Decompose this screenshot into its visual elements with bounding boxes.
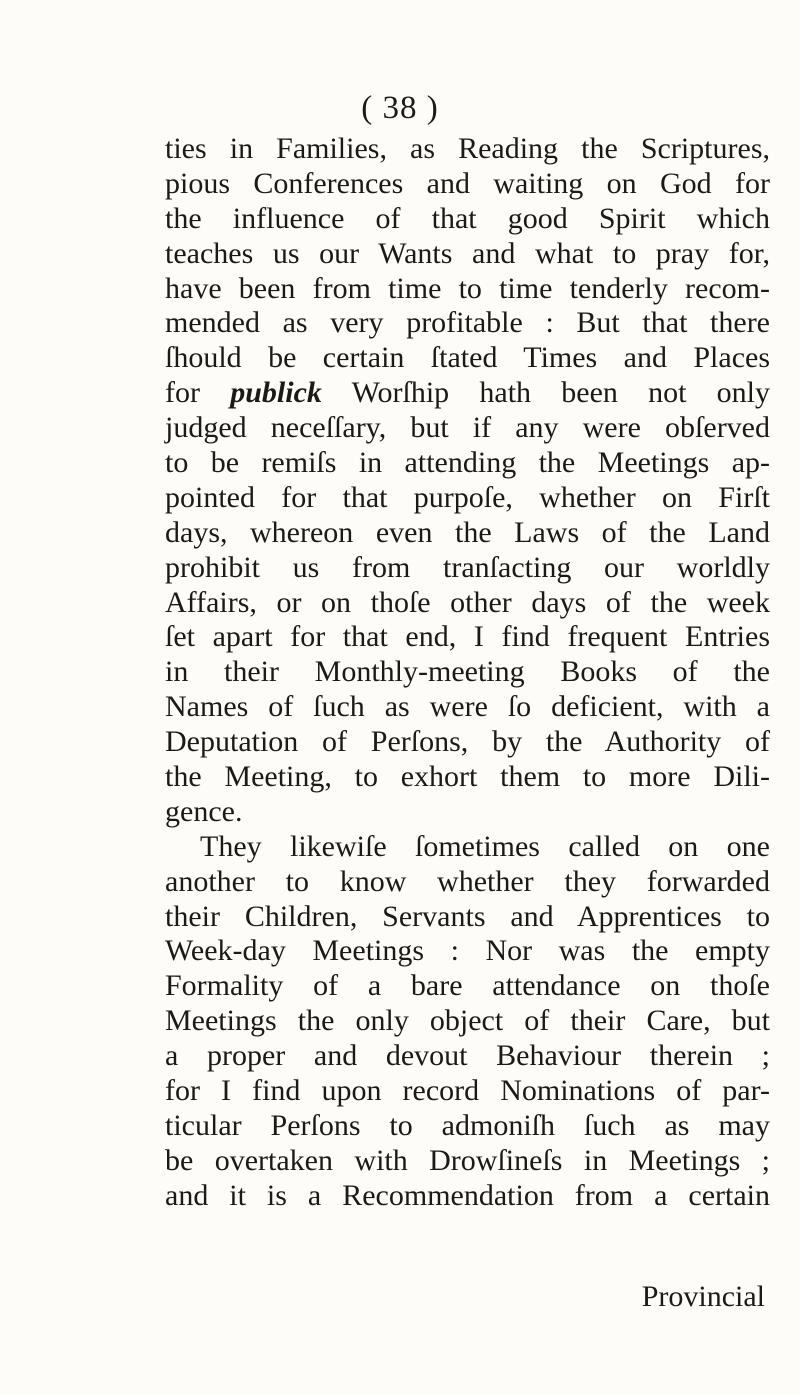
text-line: Week-day Meetings : Nor was the empty xyxy=(165,934,770,968)
text-line: be overtaken with Drowſineſs in Meetings ; xyxy=(165,1143,770,1177)
text-line: pious Conferences and waiting on God for xyxy=(165,166,770,200)
text-line: They likewiſe ſometimes called on one xyxy=(200,829,770,863)
catchword: Provincial xyxy=(641,1280,765,1313)
text-line: ties in Families, as Reading the Scriptures, xyxy=(165,132,770,165)
text-line: in their Monthly-meeting Books of the xyxy=(165,655,770,689)
text-line: have been from time to time tenderly recom- xyxy=(165,271,770,305)
line-prefix: for xyxy=(165,376,200,410)
text-line: Meetings the only object of their Care, but xyxy=(165,1004,770,1038)
text-line: teaches us our Wants and what to pray for, xyxy=(165,236,770,270)
text-line: ſet apart for that end, I find frequent Entries xyxy=(165,620,770,654)
text-line: mended as very profitable : But that there xyxy=(165,306,770,340)
text-line: Formality of a bare attendance on thoſe xyxy=(165,969,770,1003)
text-line: another to know whether they forwarded xyxy=(165,864,770,898)
text-line: a proper and devout Behaviour therein ; xyxy=(165,1039,770,1073)
text-line: ticular Perſons to admoniſh ſuch as may xyxy=(165,1108,770,1142)
text-line: ſhould be certain ſtated Times and Places xyxy=(165,341,770,375)
text-line: and it is a Recommendation from a certain xyxy=(165,1178,770,1212)
text-line: pointed for that purpoſe, whether on Firſt xyxy=(165,480,770,514)
text-line: Deputation of Perſons, by the Authority of xyxy=(165,725,770,759)
italic-word: publick xyxy=(230,376,322,410)
text-line: Affairs, or on thoſe other days of the week xyxy=(165,585,770,619)
text-line: judged neceſſary, but if any were obſerved xyxy=(165,411,770,445)
text-line: to be remiſs in attending the Meetings ap- xyxy=(165,446,770,480)
text-line: prohibit us from tranſacting our worldly xyxy=(165,550,770,584)
page-number: ( 38 ) xyxy=(361,90,439,126)
text-line: gence. xyxy=(165,794,243,828)
text-line xyxy=(165,376,770,411)
text-line: their Children, Servants and Apprentices to xyxy=(165,899,770,933)
text-line: Names of ſuch as were ſo deficient, with a xyxy=(165,690,770,724)
text-line: the influence of that good Spirit which xyxy=(165,201,770,235)
text-line: days, whereon even the Laws of the Land xyxy=(165,515,770,549)
text-line: the Meeting, to exhort them to more Dili- xyxy=(165,760,770,794)
line-rest: Worſhip hath been not only xyxy=(351,376,770,410)
text-line: for I find upon record Nominations of par- xyxy=(165,1074,770,1108)
body-text xyxy=(165,132,770,1214)
